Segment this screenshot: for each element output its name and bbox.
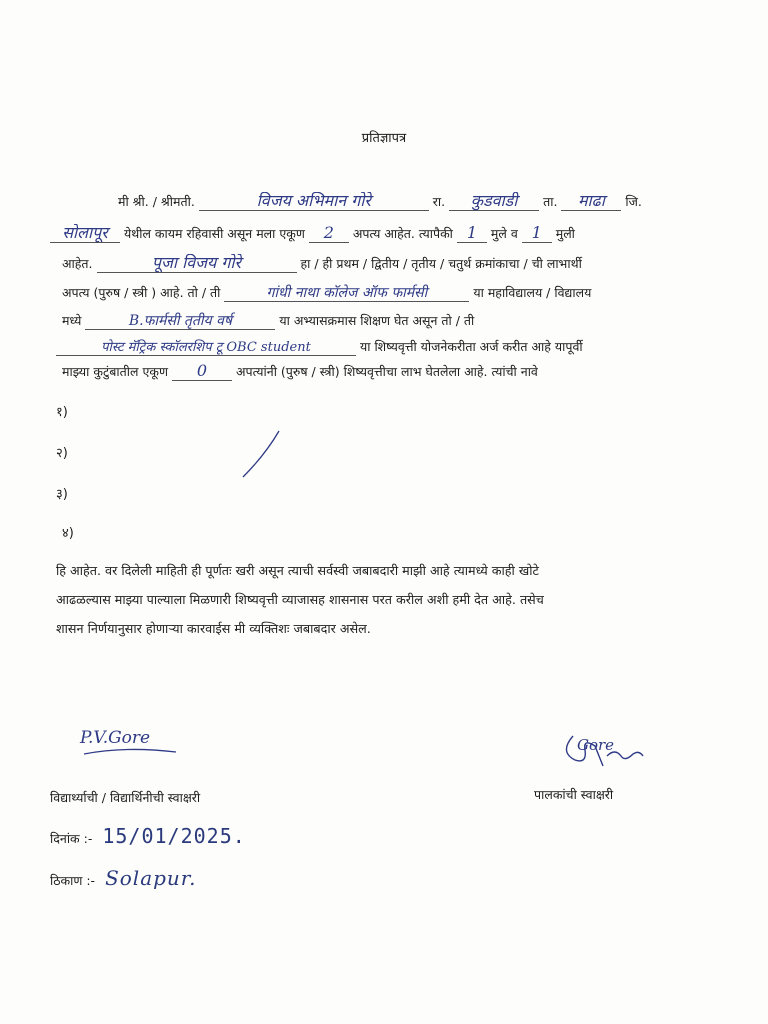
declaration-line-1: हि आहेत. वर दिलेली माहिती ही पूर्णतः खरी असून त्याची सर्वस्वी जबाबदारी माझी आहे त्यामध्ये काही खोटे — [56, 563, 539, 578]
girls-text: मुली — [555, 226, 575, 241]
form-line-2 — [50, 224, 730, 243]
form-line-5 — [62, 312, 730, 330]
form-line-3 — [62, 254, 730, 273]
parent-signature-label: पालकांची स्वाक्षरी — [534, 787, 614, 802]
taluka-field: माढा — [561, 192, 621, 211]
resident-text: येथील कायम रहिवासी असून मला एकूण — [123, 226, 305, 241]
date-value: 15/01/2025. — [102, 824, 246, 848]
student-signature-underline — [80, 746, 180, 760]
place-value: Solapur. — [105, 866, 197, 890]
total-children-field: 2 — [309, 224, 349, 243]
beneficiaries-text: अपत्यांनी (पुरुष / स्त्री) शिष्यवृत्तीचा लाभ घेतलेला आहे. त्यांची नावे — [236, 364, 538, 379]
place-label: ठिकाण :- — [50, 873, 96, 888]
residence-label: रा. — [432, 194, 446, 209]
document-title: प्रतिज्ञापत्र — [361, 131, 407, 146]
student-signature — [80, 728, 180, 760]
college-field: गांधी नाथा कॉलेज ऑफ फार्मसी — [224, 286, 469, 302]
form-line-4 — [62, 284, 730, 302]
district-label: जि. — [625, 194, 642, 209]
declaration-line-3: शासन निर्णयानुसार होणाऱ्या कारवाईस मी व्यक्तिशः जबाबदार असेल. — [56, 621, 371, 636]
date-row — [50, 824, 246, 848]
list-item-4: ४) — [62, 526, 74, 541]
boys-count-field: 1 — [457, 224, 487, 243]
district-field: सोलापूर — [50, 224, 120, 243]
child-gender-text: अपत्य (पुरुष / स्त्री ) आहे. तो / ती — [62, 285, 221, 300]
village-field: कुडवाडी — [449, 192, 539, 211]
list-item-2: २) — [56, 446, 68, 461]
children-text: अपत्य आहेत. त्यापैकी — [352, 226, 453, 241]
parent-signature — [555, 722, 645, 776]
boys-text: मुले व — [490, 226, 518, 241]
girls-count-field: 1 — [522, 224, 552, 243]
student-signature-label: विद्यार्थ्याची / विद्यार्थिनीची स्वाक्षरी — [50, 790, 201, 805]
list-item-1: १) — [56, 405, 68, 420]
parent-signature-text: Gore — [577, 736, 615, 754]
form-line-1 — [118, 192, 718, 211]
taluka-label: ता. — [543, 194, 558, 209]
in-text: मध्ये — [62, 313, 82, 328]
student-signature-text: P.V.Gore — [80, 728, 151, 748]
declaration-paragraph — [56, 556, 721, 643]
course-text: या अभ्यासक्रमास शिक्षण घेत असून तो / ती — [279, 313, 475, 328]
declaration-line-2: आढळल्यास माझ्या पाल्याला मिळणारी शिष्यवृत्ती व्याजासह शासनास परत करील अशी हमी देत आहे. तसेच — [56, 592, 544, 607]
scheme-text: या शिष्यवृत्ती योजनेकरीता अर्ज करीत आहे यापूर्वी — [359, 339, 583, 354]
college-text: या महाविद्यालय / विद्यालय — [473, 285, 592, 300]
scheme-field: पोस्ट मॅट्रिक स्कॉलरशिप टू OBC student — [56, 341, 356, 356]
strike-through-mark — [235, 425, 285, 485]
course-field: B.फार्मसी तृतीय वर्ष — [85, 314, 275, 330]
list-item-3: ३) — [56, 487, 68, 502]
previous-beneficiaries-field: 0 — [172, 362, 232, 381]
are-text: आहेत. — [62, 256, 93, 271]
form-line-6 — [56, 338, 730, 356]
salutation-label: मी श्री. / श्रीमती. — [118, 194, 195, 209]
date-label: दिनांक :- — [50, 831, 93, 846]
form-line-7 — [62, 362, 730, 381]
student-name-field: पूजा विजय गोरे — [97, 254, 297, 273]
parent-name-field: विजय अभिमान गोरे — [199, 192, 429, 211]
place-row — [50, 866, 197, 890]
rank-text: हा / ही प्रथम / द्वितीय / तृतीय / चतुर्थ क्रमांकाचा / ची लाभार्थी — [300, 256, 582, 271]
family-text: माझ्या कुटुंबातील एकूण — [62, 364, 169, 379]
